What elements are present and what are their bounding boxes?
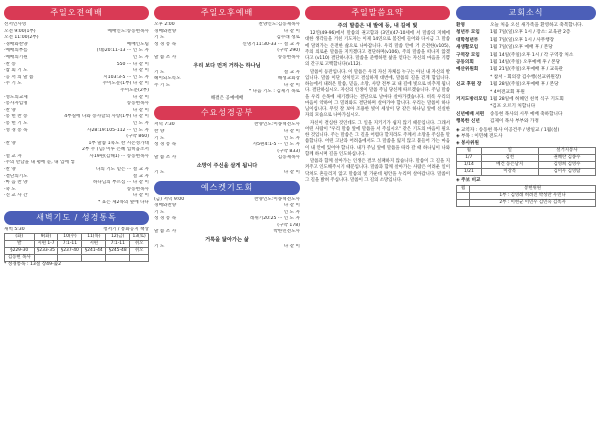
order-line: * 표는 제2목의 옆에 나다 — [98, 200, 149, 206]
order-line: (구약 178) — [277, 222, 300, 228]
table-cell: 1/7 — [457, 155, 482, 162]
order-line: 기 도 설 교 자 — [154, 69, 300, 75]
order-line: (구약 290) — [277, 48, 300, 54]
order-line: 성 경 봉 독 레위기20:25 ··· 인 도 자 — [154, 216, 300, 222]
table-cell: 9(화) — [34, 234, 58, 241]
order-line: 기 도 김수래 성로 — [154, 35, 300, 41]
table-cell: 12(금) — [106, 234, 130, 241]
news-item: 예산위원회 1월 21일(주일)오후예배 후 / 교육관 — [456, 67, 563, 73]
order-line: ·찬 양 1부 말씀 1묵도 찬 시온성가대 — [4, 140, 149, 146]
column-sunday-morning — [4, 6, 149, 420]
order-line: ·성 경 봉 독 사28:19:105-112 ··· 인 도 자 — [4, 127, 149, 133]
section-header: 새벽기도 / 성경통독 — [4, 211, 149, 225]
table-row — [457, 199, 596, 206]
footnote: * 성경통독 : 13절 장49-출2 — [4, 262, 62, 268]
offering-table — [456, 185, 596, 207]
table-cell: §237-40 — [58, 248, 82, 255]
table-cell: 김동현 목사 — [5, 255, 35, 262]
table-cell — [457, 199, 470, 206]
order-line: (구약 860) — [126, 134, 149, 140]
table-cell: 발 — [5, 241, 35, 248]
order-line: 선서인사영 — [4, 22, 27, 27]
section-header: 예스켓기도회 — [154, 181, 300, 195]
section-header: 교회소식 — [456, 6, 596, 20]
order-line: * 다음 기도 : 김제기 목로 — [248, 89, 300, 95]
section-header: 주일오전예배 — [4, 6, 149, 20]
table-cell: 11(목) — [82, 234, 106, 241]
table-cell: §229-30 — [5, 248, 35, 255]
table-cell: 일 — [481, 148, 538, 155]
table-cell: 1/21 — [457, 169, 482, 176]
table-cell: 쉬오 — [130, 241, 149, 248]
news-item: 행복한 신년 김제이 목사 부부와 가정 — [456, 119, 539, 125]
order-line: ·진 교 사 간 다 같 이 — [4, 193, 149, 199]
table-cell — [457, 192, 470, 199]
table-cell: 봉헌위원 — [470, 185, 596, 192]
order-line: 기 도 인 도 자 — [154, 209, 300, 215]
news-item: 청년부 모임 1월 7일(일)오후 1시 / 장소: 교육관 2층 — [456, 30, 571, 36]
order-line: ·주의 만남을 내 평에 듣, 내 입에 넣 — [4, 160, 75, 166]
order-line: ·봉 헌 찬 송 4부실에 나와 송사할의 사랑(1부) 다 같 이 — [4, 114, 149, 120]
order-line: ·성도의교제 다 같 이 — [4, 94, 149, 100]
table-cell: 7:1-11 — [58, 241, 82, 248]
table-cell: 권혜란 김종수 — [538, 155, 595, 162]
news-item: *김포 오르기 처합니다 — [490, 104, 536, 110]
info-bullet: ◈ 부목 : 이민혜 전도사 — [456, 134, 503, 140]
order-line: 기 도 인 도 자 — [154, 135, 300, 141]
table-cell: 13(토) — [130, 234, 149, 241]
order-line: 말 씀 조 사 박한민전도사 — [154, 229, 300, 235]
table-cell: 김영희 김영수 — [538, 162, 595, 169]
order-line: 오후 2:00 찬양인도:김동제목사 — [154, 22, 300, 27]
order-line: ·주 기 도 주이도문(1부) 다 같 이 — [4, 81, 149, 87]
column-sunday-afternoon — [154, 6, 300, 420]
order-line: 기 도 다 같 이 — [154, 244, 300, 250]
sermon-title: 소망이 주신을 살게 됩니다 — [196, 162, 258, 169]
order-line: 기 도 다 같 이 — [154, 169, 300, 175]
table-row — [457, 155, 596, 162]
order-line: 오전 9:00(1부) 예배인도:송동현목사 — [4, 28, 149, 34]
table-cell: 시편 — [82, 241, 106, 248]
order-line: ·봉사자임명 송동현목사 — [4, 101, 149, 107]
sermon-title: 우리 보다 먼저 거하는 하나님 — [193, 62, 261, 69]
table-cell: 설거지봉사 — [538, 148, 595, 155]
section-header: 주일오후예배 — [154, 6, 300, 20]
order-line: (구약 833) — [277, 148, 300, 154]
reading-table — [4, 233, 149, 262]
table-cell — [34, 255, 58, 262]
order-line: ·결단의기도 설 교 자 — [4, 173, 149, 179]
news-item: 대학청년부 1월 7일(일)오후 1시 / 사무행장 — [456, 37, 555, 43]
order-line: ·봉 헌 기 도 인 도 자 — [4, 120, 149, 126]
table-cell — [106, 255, 130, 262]
order-line: 2부 주 (님) 이루 은혜 입히옵소서 — [81, 147, 149, 153]
table-cell: 시편 1-7 — [34, 241, 58, 248]
order-line: ·찬 송 550 ··· 다 같 이 — [4, 61, 149, 67]
news-item: 공동의회 1월 14일(주일) 오후예배 후 / 본당 — [456, 60, 561, 66]
table-title: ◈ 봉사위원 — [456, 140, 479, 146]
table-title: ◈ 주보 비교 — [456, 178, 481, 184]
order-line: 찬 양 다 같 이 — [154, 128, 300, 134]
news-item: 신교 후원 장 1월 28일(주일)오후예배 후 / 본당 — [456, 82, 559, 88]
order-line: 말 씀 조 사 김동제목사 — [154, 155, 300, 161]
table-cell — [58, 255, 82, 262]
note: 해결은 공예에배 — [210, 95, 244, 101]
news-item: * 4여전교회 후원 — [490, 89, 525, 95]
order-line: ·찬 양 다 같 이 — [4, 107, 149, 113]
news-item: 신년예배 서편 송동현 목사의 시무 예배 축하합니다 — [456, 111, 563, 117]
table-cell: 월 — [457, 185, 470, 192]
order-line: ·축 도 송동현목사 — [4, 186, 149, 192]
info-bullet: ◈ 교역자 : 송동현 목사 이공건주 / 방일교 / 1월(설) — [456, 127, 560, 133]
table-cell: 이강복 — [481, 169, 538, 176]
news-item: * 참서 - 회의장 김수행(선교위원장) — [490, 74, 562, 80]
order-line: 경배와찬양 다 같 이 — [154, 28, 300, 34]
table-cell: §233-35 — [34, 248, 58, 255]
order-line: ·마 음 찬 양 하나님의 부르심 ··· 다 같 이 — [4, 180, 149, 186]
order-line: ·설 교 자 사19편(김해1) ··· 송동현목사 — [4, 153, 149, 159]
news-item: 구역장 모임 1월 14일(주일)오후 1시 / 각 구역장 처소 — [456, 52, 574, 58]
table-row — [457, 162, 596, 169]
column-sermon-summary — [305, 6, 450, 420]
table-cell: 1/14 — [457, 162, 482, 169]
order-line: 새벽 5:30 청서기 / 통화공지 책상 — [4, 226, 149, 232]
news-item: 환영 오늘 처음 오신 새가족을 환영하고 축복합니다. — [456, 23, 584, 28]
summary-paragraph: 말씀과 함께 살아가는 인생은 결코 실패하지 않습니다. 말씀이 그 길을 지켜주고 인도해주시기 때문입니다. 말씀과 함께 살아가는 사람은 어려운 일이 닥쳐도 흔들리지 않고 말씀의 빛 가운데 평안을 누리며 살아갑니다. 말씀이 그 길을 밝혀 주십니다. 말씀이 그 길의 소망입니다. — [305, 159, 450, 183]
order-line: 경배와찬양 다 같 이 — [154, 203, 300, 209]
sermon-title: 거룩을 닮아가는 삶 — [205, 237, 249, 244]
table-cell: 쉬오 — [130, 248, 149, 255]
order-line: 주이도문(2부) — [120, 87, 149, 93]
table-cell: 메건 동은남지 — [481, 162, 538, 169]
table-cell: 월 — [457, 148, 482, 155]
table-cell: 2부 : 이현균 이민우 김민숙 김옥자 — [470, 199, 596, 206]
order-line: ·경배와찬양 예배인도팀 — [4, 41, 149, 47]
table-cell: (화) — [5, 234, 35, 241]
table-cell: 김미우 김영탐 — [538, 169, 595, 176]
section-header: 주일말씀요약 — [305, 6, 450, 20]
news-item: 새생활모임 1월 7일(일)오후 예배 후 / 본당 — [456, 45, 553, 51]
service-table — [456, 147, 596, 176]
table-cell: §241-44 — [82, 248, 106, 255]
order-line: 저녁 7:30 찬양인도:이종혁전도사 — [154, 122, 300, 128]
order-line: ·참 회 기 도 다 같 이 — [4, 68, 149, 74]
order-line: ·예배의부름 (대)20:11-13 ··· 인 도 자 — [4, 48, 149, 54]
column-church-news — [456, 6, 596, 420]
summary-title: 주의 말씀은 내 발에 등, 내 길에 빛 — [337, 23, 418, 29]
summary-paragraph: 12연(49-96)에서 말씀의 권고함과 (3연)(47-10세에 서 말씀의 지혜에 대한 생각들을 거친 기도자는 이제 14연으로 봄진에 들어와 다시금 그 말씀에 달려가는 온전한 삶으로 나아갑니다. 우리 말씀 안에 거 온전한(v105), 주의 의로운 말씀을 지키겠다고 결단하며(v106), 주의 말씀을 떠나지 않겠다고 (v110) 결단하니다. 말씀을 준행하면 삶을 얻다는 자신의 마음을 기쁨의 간구로 고백합니다(v112). — [305, 31, 450, 68]
order-line: 헤이되도록노 해성교회장 — [154, 76, 300, 82]
table-cell: 7:1-11 — [106, 241, 130, 248]
table-cell: 10(수) — [58, 234, 82, 241]
order-line: (금) 저녁 9:00 찬양인도:이종혁전도사 — [154, 196, 300, 202]
order-line: 오전 11:00(2부) — [4, 35, 39, 41]
news-item: 거지도방리모임 1월 28일에 허혜인 친척 식구 기도회 — [456, 97, 564, 103]
order-line: ·응 서 의 말 씀 시103:3-5 ··· 인 도 자 — [4, 74, 149, 80]
summary-paragraph: 말씀이 등잔입니다. 이 말씀은 우리 자신 자체를 누구는 아닌 내 자신의 발입니다. 말씀 이단 상처인고 결심하게 대번에, 말씀의 길을 걷게 함입니다. 하늘에서 내려온 말씀, 믿음, 소망, 사랑 전부 교 내 길에 빛으로 비추게 됩니다. 결단하십시오. 자신의 인생이 말씀 주님 당신께 따르겠습니다. 주님 말씀을 우리 손목에 새기겠다는 결단으로 날마다 살아가겠습니다. 비록 우리의 마음이 약하여 그 밀려와도 결단하며 살아가야 합니다. 우리는 말씀이 하나님이십니다. 무엇 잘 보아 조용한 빛이 세상이 당 같은 하나님 앞에 신실한 자의 모습으로 나아가십시오. — [305, 69, 450, 119]
order-line: 성 경 봉 독 사5편4:1-5 ··· 인 도 자 — [154, 142, 300, 148]
order-line: 주 기 도 다 같 이 — [154, 82, 300, 88]
table-cell — [130, 255, 149, 262]
order-line: ·찬 양 나의 기도 믿는 ··· 설 교 자 — [4, 167, 149, 173]
order-line: 성 경 봉 독 신명기11:30-33 ··· 설 교 자 — [154, 41, 300, 47]
order-line: 말 씀 조 사 송동현목사 — [154, 54, 300, 60]
table-row — [457, 192, 596, 199]
table-cell: §245-48 — [106, 248, 130, 255]
section-header: 수요성경공부 — [154, 106, 300, 120]
table-cell: 1부 : 김영례 허려진 박성만 우민나 — [470, 192, 596, 199]
summary-paragraph: 자신이 결심한 것인데도 그 일을 지키기가 쉽지 않기 때문입니다. 그래서 어떤 사람이 "우리 말씀 앞에 말씀을 서 주십시오" 같은 기도의 마음이 필요한 것입니다. 주는 말씀은 그 길을 어렵다 할지라도 주께서 소망을 주심을 말씀합니다. 어떤 고난과 어려움에서도 그 말씀을 잃지 않고 붙들어 가는 마음이 내 안에 있어야 합니다. 내가 주님 앞에 말씀을 따라 갈 때 하나님이 나와 함께 하시며 길을 인도하십니다. — [305, 120, 450, 157]
table-cell: 김천 — [481, 155, 538, 162]
table-row — [457, 169, 596, 176]
order-line: ·예배의기원 인 도 자 — [4, 54, 149, 60]
table-cell — [82, 255, 106, 262]
